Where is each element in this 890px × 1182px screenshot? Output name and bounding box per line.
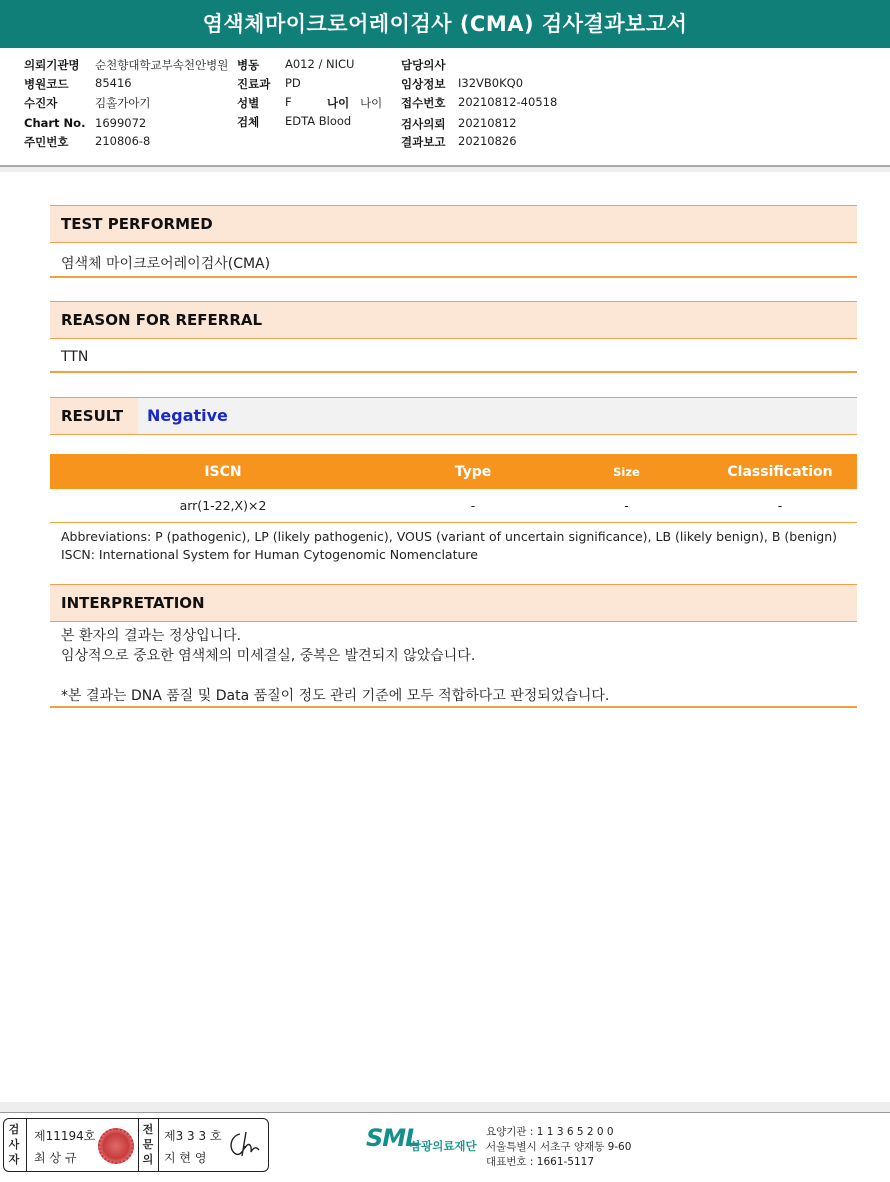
signature-icon [226,1128,262,1162]
sex-value: F [285,95,292,109]
reported-label: 결과보고 [401,135,446,149]
result-value: Negative [147,406,228,425]
examiner-name: 최 상 규 [34,1151,77,1165]
org-info-line: 서울특별시 서초구 양재동 9-60 [486,1141,632,1153]
interpretation-heading: INTERPRETATION [50,584,857,622]
chart-no-value: 1699072 [95,116,147,130]
department-value: PD [285,76,301,90]
divider [26,1119,27,1171]
examiner-label: 검사자 [8,1123,20,1166]
divider [138,1119,139,1171]
iscn-cell: arr(1-22,X)×2 [50,489,396,522]
specialist-name: 지 현 영 [164,1151,207,1165]
org-info-line: 요양기관 : 1 1 3 6 5 2 0 0 [486,1126,614,1138]
ward-label: 병동 [237,58,260,72]
referral-heading: REASON FOR REFERRAL [50,301,857,339]
test-performed-heading: TEST PERFORMED [50,205,857,243]
patient-value: 김홀가아기 [95,96,151,110]
age-value: 나이 [360,96,383,110]
specialist-license: 제3 3 3 호 [164,1129,222,1143]
resident-no-value: 210806-8 [95,134,151,148]
abbreviations-line: Abbreviations: P (pathogenic), LP (likely pathogenic), VOUS (variant of uncertain significance), LB (likely benign), B (benign) [61,529,838,544]
type-cell: - [396,489,550,522]
clinical-info-label: 임상정보 [401,77,446,91]
examiner-license: 제11194호 [34,1129,96,1143]
footer-divider [0,1112,890,1113]
divider [158,1119,159,1171]
section-divider [50,706,857,708]
footer-shadow [0,1102,890,1112]
size-cell: - [550,489,703,522]
hospital-code-label: 병원코드 [24,77,69,91]
org-name: 삼광의료재단 [410,1139,477,1153]
accession-label: 접수번호 [401,96,446,110]
iscn-header: ISCN [50,454,396,489]
institution-value: 순천향대학교부속천안병원 [95,58,229,72]
signature-box [3,1118,269,1172]
classification-header: Classification [703,454,857,489]
referral-value: TTN [61,349,89,365]
chart-no-label: Chart No. [24,116,86,130]
interpretation-line [61,666,609,686]
org-info-line: 대표번호 : 1661-5117 [486,1156,595,1168]
patient-info-block [0,54,890,166]
header-shadow [0,167,890,172]
type-header: Type [396,454,550,489]
interpretation-line: 본 환자의 결과는 정상입니다. [61,628,242,644]
patient-label: 수진자 [24,96,58,110]
interpretation-line: 임상적으로 중요한 염색체의 미세결실, 중복은 발견되지 않았습니다. [61,648,476,664]
iscn-table [50,454,857,523]
classification-cell: - [703,489,857,522]
resident-no-label: 주민번호 [24,135,69,149]
table-row [50,489,857,522]
sml-logo-icon: SML [366,1124,420,1152]
requested-label: 검사의뢰 [401,117,446,131]
accession-value: 20210812-40518 [458,95,558,109]
table-header-row [50,454,857,489]
specimen-value: EDTA Blood [285,114,352,128]
result-label: RESULT [50,398,138,434]
abbreviations [61,528,837,564]
hospital-code-value: 85416 [95,76,132,90]
test-performed-value: 염색체 마이크로어레이검사(CMA) [61,256,271,272]
interpretation-body [61,626,609,706]
org-contact [486,1125,631,1170]
ward-value: A012 / NICU [285,57,355,71]
specialist-label: 전문의 [142,1123,154,1166]
section-divider [50,276,857,278]
iscn-definition-line: ISCN: International System for Human Cytogenomic Nomenclature [61,547,478,562]
result-row [50,397,857,435]
doctor-label: 담당의사 [401,58,446,72]
report-title: 염색체마이크로어레이검사 (CMA) 검사결과보고서 [0,0,890,48]
specimen-label: 검체 [237,115,260,129]
interpretation-line: *본 결과는 DNA 품질 및 Data 품질이 정도 관리 기준에 모두 적합하다고 판정되었습니다. [61,688,610,704]
requested-value: 20210812 [458,116,517,130]
department-label: 진료과 [237,77,271,91]
reported-value: 20210826 [458,134,517,148]
size-header: Size [550,454,703,489]
clinical-info-value: I32VB0KQ0 [458,76,524,90]
section-divider [50,371,857,373]
sex-label: 성별 [237,96,260,110]
age-label: 나이 [327,96,350,110]
examiner-seal-icon [98,1128,134,1164]
institution-label: 의뢰기관명 [24,58,80,72]
